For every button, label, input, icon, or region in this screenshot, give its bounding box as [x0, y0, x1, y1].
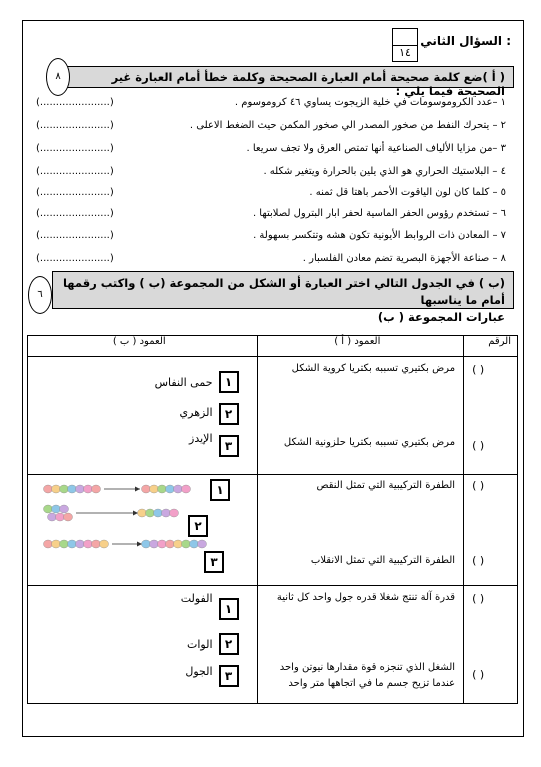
statement-7 [36, 230, 506, 248]
answer-paren[interactable]: ( ) [472, 554, 485, 567]
part-a-instruction [52, 66, 514, 98]
answer-paren[interactable]: ( ) [472, 363, 485, 376]
chromosome-segment [52, 485, 61, 493]
chromosome-segment [174, 540, 183, 548]
part-a-mark: ٨ [55, 71, 61, 82]
option-label: الإيدز [189, 432, 213, 445]
chromosome-segment [44, 485, 53, 493]
answer-paren[interactable]: ( ) [472, 592, 485, 605]
answer-cell [464, 475, 518, 586]
column-a-item: الشغل الذي تنجزه قوة مقدارها نيوتن واحد [279, 662, 456, 673]
column-b-cell [28, 475, 258, 586]
statement-text: ١ –عدد الكروموسومات في خلية الزيجوت يساوي ٤٦ كروموسوم . [234, 97, 506, 108]
answer-blank[interactable]: (......................) [36, 208, 114, 219]
option-number-box: ٢ [188, 515, 208, 537]
part-b-instruction-line1: (ب ) في الجدول التالي اختر العبارة أو الشكل من المجموعة (ب ) واكتب رقمها أمام ما يناسبها [62, 276, 505, 307]
chromosome-segment [138, 509, 147, 517]
chromosome-segment [182, 485, 191, 493]
statement-2 [36, 120, 506, 138]
chromosome-segment [84, 485, 93, 493]
option-number-box: ٣ [204, 551, 224, 573]
statement-text: ٨ – صناعة الأجهزة البصرية تضم معادن الفلسبار . [302, 253, 506, 264]
chromosome-segment [150, 485, 159, 493]
chromosome-segment [150, 540, 159, 548]
statement-1 [36, 97, 506, 115]
answer-cell [464, 357, 518, 475]
chromosome-segment [182, 540, 191, 548]
chromosome-segment [60, 540, 69, 548]
statement-4 [36, 166, 506, 184]
column-a-item: الطفرة التركيبية التي تمثل النقص [316, 480, 456, 491]
chromosome-segment [92, 485, 101, 493]
part-b-mark-oval [28, 276, 52, 314]
statement-text: ٤ – البلاستيك الحراري هو الذي يلين بالحرارة ويتغير شكله . [263, 166, 506, 177]
answer-blank[interactable]: (......................) [36, 97, 114, 108]
chromosome-segment [162, 509, 171, 517]
statement-text: ٢ – يتحرك النفط من صخور المصدر الي صخور المكمن حيث الضغط الاعلى . [189, 120, 506, 131]
chromosome-segment [56, 513, 65, 521]
column-a-item: الطفرة التركيبية التي تمثل الانقلاب [310, 555, 456, 566]
answer-blank[interactable]: (......................) [36, 120, 114, 131]
part-a-mark-oval [46, 58, 70, 96]
chromosome-segment [76, 540, 85, 548]
column-b-cell [28, 586, 258, 704]
chromosome-segment [142, 485, 151, 493]
part-b-mark: ٦ [37, 289, 43, 300]
option-label: الزهري [179, 406, 213, 419]
chromosome-segment [154, 509, 163, 517]
arrow-head [135, 487, 140, 492]
answer-cell [464, 586, 518, 704]
statement-text: ٧ – المعادن ذات الروابط الأيونية تكون هشه وتتكسر بسهولة . [253, 230, 506, 241]
statement-text: ٣ –من مزايا الألياف الصناعية أنها تمتص العرق ولا تجف سريعا . [246, 143, 506, 154]
answer-blank[interactable]: (......................) [36, 187, 114, 198]
option-label: الفولت [180, 592, 213, 605]
column-header-a: العمود ( أ ) [257, 336, 464, 357]
column-b-cell [28, 357, 258, 475]
answer-paren[interactable]: ( ) [472, 439, 485, 452]
table-row [28, 357, 518, 475]
chromosome-segment [190, 540, 199, 548]
column-header-b: العمود ( ب ) [28, 336, 258, 357]
option-number-box: ١ [210, 479, 230, 501]
option-label: حمى النفاس [154, 376, 213, 389]
question-title: السؤال الثاني : [420, 34, 511, 48]
answer-paren[interactable]: ( ) [472, 668, 485, 681]
column-header-number: الرقم [464, 336, 518, 357]
option-number-box: ٣ [219, 435, 239, 457]
column-a-item: عندما تزيح جسم ما في اتجاهها متر واحد [288, 678, 456, 689]
option-number-box: ٢ [219, 633, 239, 655]
statement-3 [36, 143, 506, 161]
table-row [28, 586, 518, 704]
column-a-item: مرض بكتيري تسببه بكتريا حلزونية الشكل [283, 437, 456, 448]
option-label: الوات [187, 638, 213, 651]
answer-blank[interactable]: (......................) [36, 143, 114, 154]
part-b-instruction [52, 271, 514, 324]
chromosome-segment [142, 540, 151, 548]
answer-paren[interactable]: ( ) [472, 479, 485, 492]
chromosome-segment [60, 485, 69, 493]
chromosome-segment [68, 540, 77, 548]
chromosome-segment [68, 485, 77, 493]
arrow-head [137, 542, 142, 547]
column-a-cell [257, 586, 464, 704]
column-a-item: قدرة آلة تنتج شغلا قدره جول واحد كل ثانية [276, 592, 456, 603]
option-label: الجول [185, 665, 213, 678]
chromosome-segment [84, 540, 93, 548]
chromosome-segment [44, 540, 53, 548]
option-number-box: ٣ [219, 665, 239, 687]
answer-blank[interactable]: (......................) [36, 166, 114, 177]
part-a-instruction-text: ( أ )ضع كلمة صحيحة أمام العبارة الصحيحة وكلمة خطأ أمام العبارة غير الصحيحة فيما يلي : [111, 70, 505, 98]
chromosome-segment [44, 505, 53, 513]
chromosome-segment [92, 540, 101, 548]
table-row [28, 475, 518, 586]
chromosome-segment [64, 513, 73, 521]
chromosome-segment [174, 485, 183, 493]
statement-8 [36, 253, 506, 271]
chromosome-segment [100, 540, 109, 548]
score-value: ١٤ [393, 45, 417, 59]
chromosome-segment [76, 485, 85, 493]
chromosome-segment [48, 513, 57, 521]
column-a-cell [257, 357, 464, 475]
chromosome-segment [60, 505, 69, 513]
option-number-box: ١ [219, 371, 239, 393]
chromosome-mutation-diagrams [42, 479, 212, 579]
option-number-box: ٢ [219, 403, 239, 425]
chromosome-segment [158, 540, 167, 548]
statement-5 [36, 187, 506, 205]
score-box [392, 28, 418, 62]
statement-text: ٦ – تستخدم رؤوس الحفر الماسية لحفر ابار البترول لصلابتها . [252, 208, 506, 219]
part-b-instruction-line2: عبارات المجموعة ( ب) [377, 310, 505, 324]
answer-blank[interactable]: (......................) [36, 230, 114, 241]
column-a-cell [257, 475, 464, 586]
column-a-item: مرض بكتيري تسببه بكتريا كروية الشكل [291, 363, 456, 374]
matching-table [27, 335, 518, 704]
chromosome-segment [158, 485, 167, 493]
chromosome-segment [52, 505, 61, 513]
option-number-box: ١ [219, 598, 239, 620]
answer-blank[interactable]: (......................) [36, 253, 114, 264]
statement-6 [36, 208, 506, 226]
chromosome-segment [166, 485, 175, 493]
arrow-head [133, 511, 138, 516]
chromosome-segment [170, 509, 179, 517]
chromosome-segment [166, 540, 175, 548]
chromosome-segment [198, 540, 207, 548]
statement-text: ٥ – كلما كان لون الياقوت الأحمر باهتا قل ثمنه . [309, 187, 506, 198]
chromosome-segment [52, 540, 61, 548]
chromosome-segment [146, 509, 155, 517]
